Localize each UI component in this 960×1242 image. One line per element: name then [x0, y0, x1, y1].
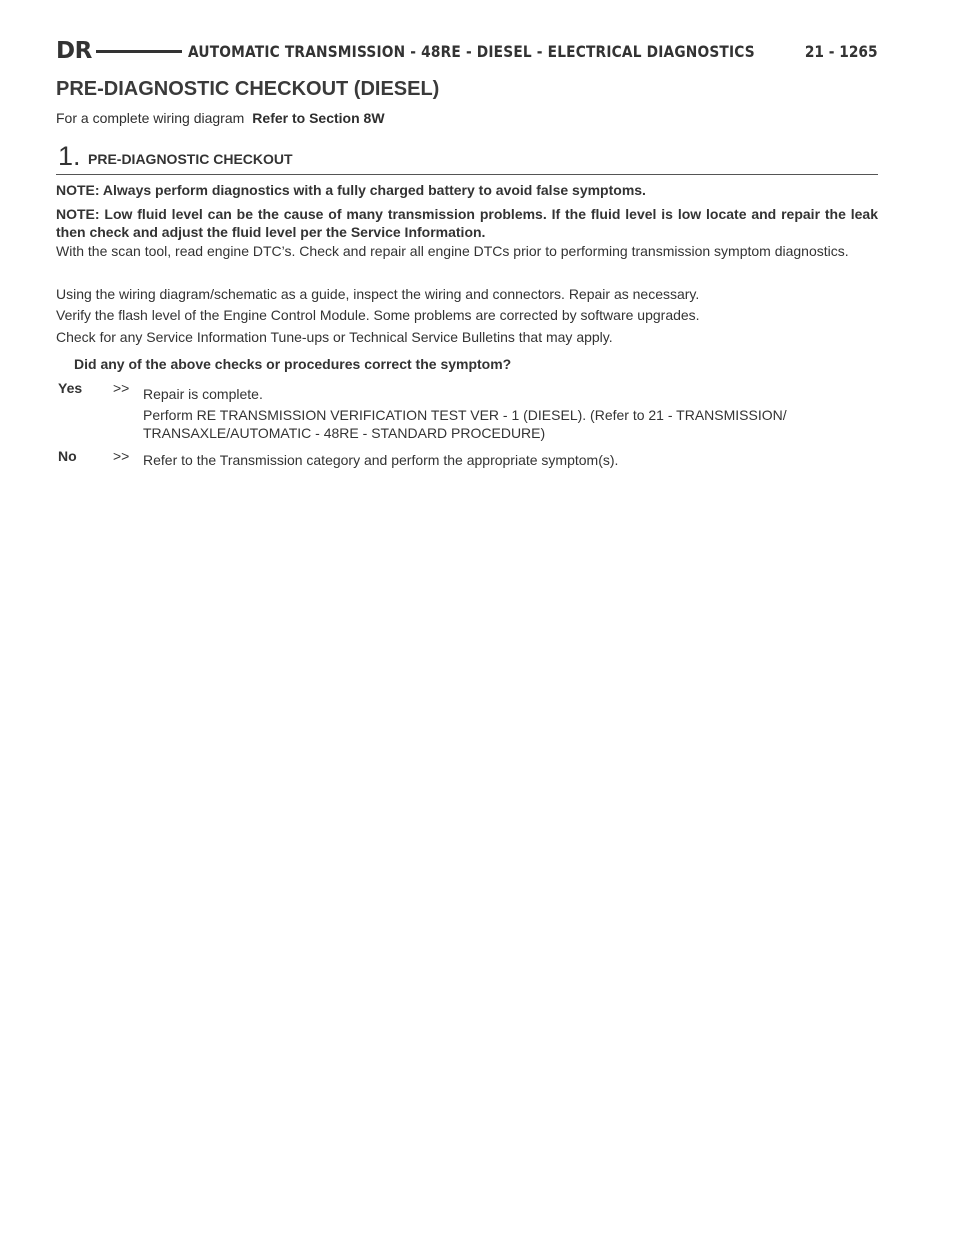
- paragraph-bulletins: Check for any Service Information Tune-ups or Technical Service Bulletins that may apply.: [56, 329, 613, 345]
- answer-no-label: No: [58, 448, 77, 464]
- diagnostic-question: Did any of the above checks or procedures correct the symptom?: [74, 356, 512, 372]
- paragraph-wiring: Using the wiring diagram/schematic as a guide, inspect the wiring and connectors. Repair as necessary.: [56, 286, 700, 302]
- paragraph-flash-level: Verify the flash level of the Engine Control Module. Some problems are corrected by software upgrades.: [56, 307, 700, 323]
- page-title: PRE-DIAGNOSTIC CHECKOUT (DIESEL): [56, 78, 440, 100]
- header-title: AUTOMATIC TRANSMISSION - 48RE - DIESEL - ELECTRICAL DIAGNOSTICS: [187, 41, 755, 61]
- answer-yes-result: Repair is complete.: [143, 386, 263, 402]
- step-heading: [56, 141, 878, 175]
- wiring-section-link[interactable]: Refer to Section 8W: [252, 110, 385, 126]
- answer-yes-label: Yes: [58, 380, 83, 396]
- note-battery: NOTE: Always perform diagnostics with a fully charged battery to avoid false symptoms.: [56, 182, 646, 198]
- note-fluid-level: NOTE: Low fluid level can be the cause of many transmission problems. If the fluid level is low locate and repair the leak then check and adjust the fluid level per the Service Information.: [56, 206, 878, 240]
- paragraph-scan-tool: With the scan tool, read engine DTC’s. Check and repair all engine DTCs prior to performing transmission symptom diagnostics.: [56, 243, 849, 259]
- answer-yes-procedure: Perform RE TRANSMISSION VERIFICATION TEST VER - 1 (DIESEL). (Refer to 21 - TRANSMISSION/ TRANSAXLE/AUTOMATIC - 48RE - STANDARD PROCEDURE): [143, 407, 787, 441]
- wiring-reference: [56, 110, 385, 126]
- page-header: [56, 36, 878, 66]
- step-title: PRE-DIAGNOSTIC CHECKOUT: [88, 151, 293, 167]
- header-rule: [96, 50, 182, 53]
- step-number: 1.: [58, 141, 81, 171]
- wiring-text: For a complete wiring diagram: [56, 110, 245, 126]
- header-brand: DR: [56, 38, 92, 64]
- answer-no-result: Refer to the Transmission category and perform the appropriate symptom(s).: [143, 452, 619, 468]
- header-page-number: 21 - 1265: [805, 41, 878, 61]
- answer-yes-arrow: >>: [113, 380, 130, 396]
- answer-no-arrow: >>: [113, 448, 130, 464]
